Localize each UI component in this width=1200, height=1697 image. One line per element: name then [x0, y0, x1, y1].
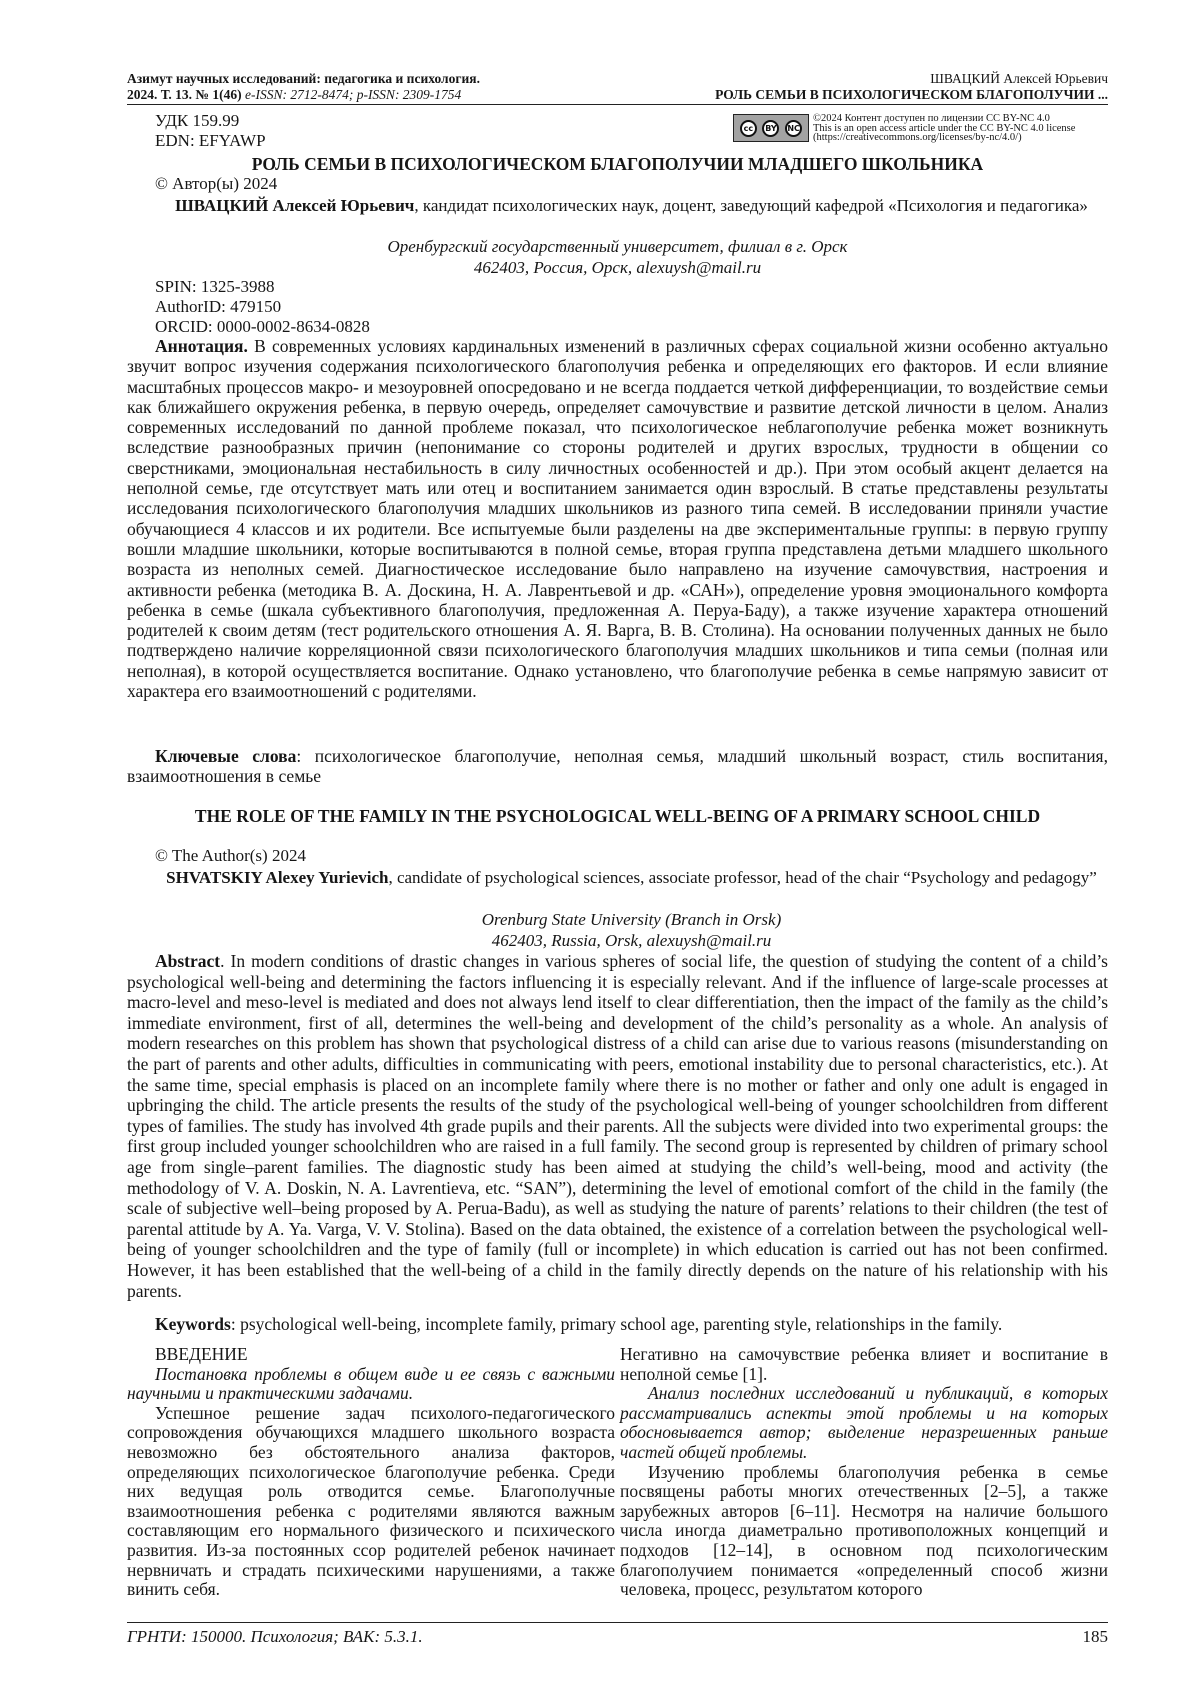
literature-paragraph: Изучению проблемы благополучия ребенка в семье посвящены работы многих отечественных [2–5], а также зарубежных авторов [6–11]. Несмотря на наличие большого числа иногда диаметрально противоположных концепций и подходов [12–14], в основном под психологическим благополучием понимается «определенный способ жизни человека, процесс, результатом которого [620, 1461, 1108, 1600]
author-position-en: , candidate of psychological sciences, associate professor, head of the chair “Psychology and pedagogy” [388, 868, 1097, 887]
intro-paragraph: Успешное решение задач психолого-педагогического сопровождения обучающихся младшего школьного возраста невозможно без обстоятельного анализа факторов, определяющих психологическое благополучие ребенка. Среди них ведущая роль отводится семье. Благополучные взаимоотношения ребенка с родителями являются важным составляющим его нормального физического и психического развития. Из-за постоянных ссор родителей ребенок начинает нервничать и страдать психическими нарушениями, а также винить себя. [127, 1402, 615, 1600]
author-name-en: SHVATSKIY Alexey Yurievich [166, 868, 389, 887]
footer-classification: ГРНТИ: 150000. Психология; ВАК: 5.3.1. [127, 1627, 423, 1646]
footer-divider [127, 1622, 1108, 1623]
by-icon: BY [762, 120, 779, 137]
abstract-en [127, 951, 1108, 1301]
abstract-ru [127, 336, 1108, 701]
nc-icon: NC [785, 120, 802, 137]
keywords-ru [127, 746, 1108, 787]
keywords-en [127, 1314, 1108, 1335]
keywords-label-en: Keywords [155, 1314, 231, 1334]
abstract-label-ru: Аннотация. [155, 336, 248, 356]
abstract-text-ru: В современных условиях кардинальных изменений в различных сферах социальной жизни особенно актуально звучит вопрос изучения содержания психологического благополучия ребенка и определяющих его факторов. И если влияние масштабных процессов макро- и мезоуровней опосредовано и не всегда поддается четкой дифференциации, то воздействие семьи как ближайшего окружения ребенка, в первую очередь, определяет самочувствие и развитие детской личности в целом. Анализ современных исследований по данной проблеме показал, что психологическое неблагополучие ребенка может возникнуть вследствие разнообразных причин (непонимание со стороны родителей и других взрослых, трудности в общении со сверстниками, эмоциональная нестабильность в силу личностных особенностей и др.). При этом особый акцент делается на неполной семье, где отсутствует мать или отец и воспитанием занимается один взрослый. В статье представлены результаты исследования психологического благополучия младших школьников из разного типа семей. В исследовании приняли участие обучающиеся 4 классов и их родители. Все испытуемые были разделены на две экспериментальные группы: в первую группу вошли младшие школьники, которые воспитываются в полной семье, вторая группа представлена детьми младшего школьного возраста из неполных семей. Диагностическое исследование было направлено на изучение самочувствия, настроения и активности ребенка (методика В. А. Доскина, Н. А. Лаврентьевой и др. «САН»), определение уровня эмоционального комфорта ребенка в семье (шкала субъективного благополучия, предложенная А. Перуа-Баду), а также изучение характера отношений родителей к своим детям (тест родительского отношения А. Я. Варга, В. В. Столина). На основании полученных данных не было подтверждено наличие корреляционной связи психологического благополучия младших школьников и типа семьи (полная или неполная), в которой осуществляется воспитание. Однако установлено, что благополучие ребенка в семье напрямую зависит от характера его взаимоотношений с родителями. [127, 336, 1108, 702]
abstract-text-en: . In modern conditions of drastic changes in various spheres of social life, the question of studying the content of a child’s psychological well-being and determining the factors influencing it is especially relevant. And if the influence of large-scale processes at macro-level and meso-level is mediated and does not always lend itself to clear differentiation, then the impact of the family as the child’s immediate environment, first of all, determines the well-being and development of the child’s personality as a whole. An analysis of modern researches on this problem has shown that psychological distress of a child can arise due to various reasons (misunderstanding on the part of parents and other adults, difficulties in communicating with peers, emotional instability due to personal characteristics, etc.). At the same time, special emphasis is placed on an incomplete family where there is no mother or father and only one adult is engaged in upbringing the child. The article presents the results of the study of the psychological well-being of younger schoolchildren from different types of families. The study has involved 4th grade pupils and their parents. All the subjects were divided into two experimental groups: the first group included younger schoolchildren who are raised in a full family. The second group is represented by children of primary school age from single–parent families. The diagnostic study has been aimed at studying the child’s well-being, mood and activity (the methodology of V. A. Doskin, N. A. Lavrentieva, etc. “SAN”), determining the level of emotional comfort of the child in the family (the scale of subjective well–being proposed by A. Perua-Badu), as well as studying the nature of parents’ relations to their children (the test of parental attitude by A. Ya. Varga, V. V. Stolina). Based on the data obtained, the existence of a correlation between the psychological well-being of younger schoolchildren and the type of family (full or incomplete) in which education is carried out has not been confirmed. However, it has been established that the well-being of a child in the family directly depends on the nature of his relationship with his parents. [127, 951, 1108, 1301]
body-column-left [127, 1345, 615, 1600]
header-divider [127, 104, 1108, 105]
keywords-text-en: : psychological well-being, incomplete family, primary school age, parenting style, relationships in the family. [230, 1314, 1003, 1334]
problem-statement-italic: Постановка проблемы в общем виде и ее связь с важными научными и практическими задачами. [127, 1363, 615, 1404]
cc-icon: cc [740, 120, 757, 137]
copyright-en: © The Author(s) 2024 [155, 846, 306, 865]
running-title: РОЛЬ СЕМЬИ В ПСИХОЛОГИЧЕСКОМ БЛАГОПОЛУЧИИ ... [715, 87, 1108, 102]
udk-code: УДК 159.99 [155, 111, 240, 130]
orcid-id: ORCID: 0000-0002-8634-0828 [155, 317, 370, 336]
page-number: 185 [1082, 1627, 1108, 1646]
address-ru[interactable]: 462403, Россия, Орск, alexuysh@mail.ru [473, 258, 762, 277]
journal-issue: 2024. Т. 13. № 1(46) [127, 87, 242, 102]
spin-id: SPIN: 1325-3988 [155, 277, 275, 296]
journal-header [127, 71, 480, 103]
running-author: ШВАЦКИЙ Алексей Юрьевич [930, 71, 1108, 86]
license-block [733, 114, 1173, 143]
address-en[interactable]: 462403, Russia, Orsk, alexuysh@mail.ru [491, 931, 772, 950]
author-ids [155, 277, 370, 337]
license-line-en: This is an open access article under the CC BY-NC 4.0 license [813, 122, 1076, 134]
author-info-en [155, 867, 1108, 888]
article-title-en: THE ROLE OF THE FAMILY IN THE PSYCHOLOGICAL WELL-BEING OF A PRIMARY SCHOOL CHILD [194, 806, 1041, 826]
running-header [715, 71, 1108, 103]
article-title-ru: РОЛЬ СЕМЬИ В ПСИХОЛОГИЧЕСКОМ БЛАГОПОЛУЧИИ МЛАДШЕГО ШКОЛЬНИКА [251, 154, 984, 174]
license-line-ru: ©2024 Контент доступен по лицензии CC BY-NC 4.0 [813, 113, 1050, 124]
literature-review-italic: Анализ последних исследований и публикаций, в которых рассматривались аспекты этой проблемы и на которых обосновывается автор; выделение неразрешенных раньше частей общей проблемы. [620, 1383, 1108, 1462]
edn-code: EDN: EFYAWP [155, 131, 266, 150]
journal-issn: e-ISSN: 2712-8474; p-ISSN: 2309-1754 [241, 87, 462, 102]
author-id: AuthorID: 479150 [155, 297, 282, 316]
intro-paragraph-continued: Негативно на самочувствие ребенка влияет и воспитание в неполной семье [1]. [620, 1344, 1108, 1384]
affiliation-en: Orenburg State University (Branch in Orsk) [481, 910, 782, 929]
license-link[interactable]: (https://creativecommons.org/licenses/by-nc/4.0/) [813, 132, 1022, 143]
license-text [813, 114, 1173, 143]
author-info-ru [155, 195, 1108, 216]
copyright-ru: © Автор(ы) 2024 [155, 174, 278, 193]
author-name-ru: ШВАЦКИЙ Алексей Юрьевич [175, 196, 415, 215]
keywords-text-ru: : психологическое благополучие, неполная семья, младший школьный возраст, стиль воспитания, взаимоотношения в семье [127, 746, 1108, 787]
cc-by-nc-badge[interactable] [733, 114, 809, 142]
affiliation-ru: Оренбургский государственный университет, филиал в г. Орск [387, 237, 848, 256]
body-column-right [620, 1345, 1108, 1600]
journal-title: Азимут научных исследований: педагогика и психология. [127, 71, 480, 86]
keywords-label-ru: Ключевые слова [155, 746, 297, 766]
author-position-ru: , кандидат психологических наук, доцент, заведующий кафедрой «Психология и педагогика» [414, 196, 1088, 215]
abstract-label-en: Abstract [155, 951, 221, 971]
section-heading: ВВЕДЕНИЕ [155, 1344, 248, 1364]
